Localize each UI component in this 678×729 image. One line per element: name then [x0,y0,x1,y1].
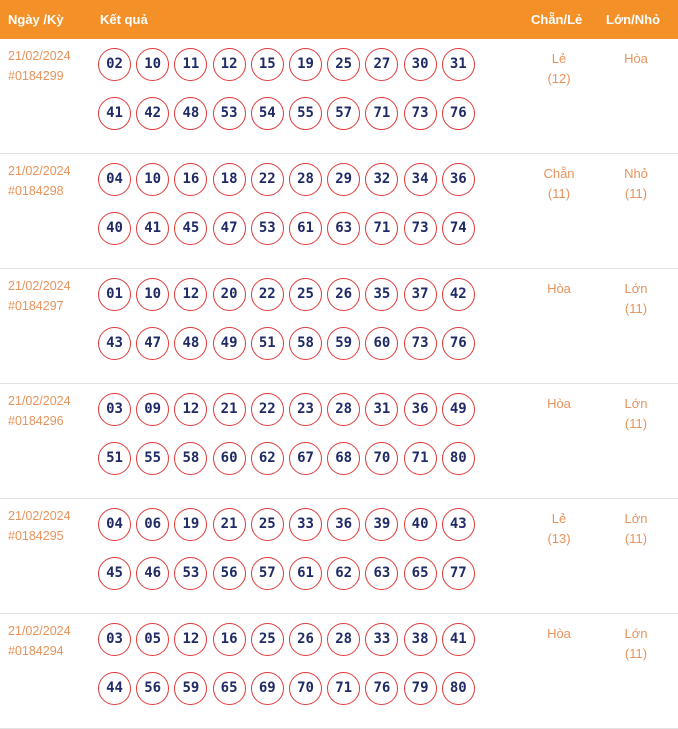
draw-ky-link[interactable]: #0184299 [8,69,64,83]
result-ball: 11 [174,48,207,81]
draw-row [0,384,678,499]
result-ball: 58 [174,442,207,475]
result-ball: 77 [442,557,475,590]
result-ball: 25 [327,48,360,81]
big-small-count: (11) [624,301,648,316]
result-ball: 36 [327,508,360,541]
result-ball: 25 [289,278,322,311]
even-odd-result: Chẵn [543,166,575,181]
result-ball: 36 [404,393,437,426]
result-ball: 03 [98,393,131,426]
result-ball: 41 [98,97,131,130]
result-ball: 30 [404,48,437,81]
result-ball: 19 [289,48,322,81]
result-ball: 18 [213,163,246,196]
result-ball: 01 [98,278,131,311]
result-ball: 12 [174,393,207,426]
result-ball: 73 [404,212,437,245]
result-ball: 43 [442,508,475,541]
result-ball: 71 [365,97,398,130]
draw-row [0,154,678,269]
result-ball: 70 [365,442,398,475]
result-ball: 44 [98,672,131,705]
result-ball: 61 [289,212,322,245]
result-ball: 27 [365,48,398,81]
result-ball: 15 [251,48,284,81]
result-ball: 34 [404,163,437,196]
result-ball: 49 [213,327,246,360]
result-ball: 10 [136,163,169,196]
even-odd-result: Lẻ [551,511,567,526]
big-small-cell [606,624,666,664]
big-small-count: (11) [624,646,648,661]
big-small-result: Hòa [624,51,648,66]
even-odd-cell [528,279,590,299]
result-ball: 21 [213,508,246,541]
result-ball: 02 [98,48,131,81]
result-ball: 41 [442,623,475,656]
draw-date: 21/02/2024 [8,509,71,523]
result-ball: 31 [365,393,398,426]
result-ball: 63 [365,557,398,590]
result-ball: 28 [327,623,360,656]
result-ball: 61 [289,557,322,590]
result-ball: 47 [213,212,246,245]
result-ball: 19 [174,508,207,541]
result-ball: 55 [289,97,322,130]
result-ball: 26 [289,623,322,656]
big-small-cell [606,394,666,434]
result-ball: 22 [251,393,284,426]
big-small-count: (11) [624,531,648,546]
result-ball: 54 [251,97,284,130]
result-ball: 48 [174,97,207,130]
result-ball: 53 [213,97,246,130]
draw-row [0,614,678,729]
even-odd-count: (12) [547,71,571,86]
draw-date: 21/02/2024 [8,49,71,63]
result-ball: 39 [365,508,398,541]
result-ball: 23 [289,393,322,426]
result-ball: 80 [442,442,475,475]
big-small-count: (11) [624,186,648,201]
result-ball: 56 [136,672,169,705]
draw-ky-link[interactable]: #0184294 [8,644,64,658]
even-odd-result: Hòa [547,281,571,296]
result-ball: 42 [136,97,169,130]
result-ball: 60 [213,442,246,475]
big-small-cell [606,509,666,549]
result-ball: 57 [251,557,284,590]
draw-ky-link[interactable]: #0184298 [8,184,64,198]
result-ball: 68 [327,442,360,475]
result-ball: 49 [442,393,475,426]
header-result: Kết quả [100,12,148,27]
result-ball: 06 [136,508,169,541]
big-small-count: (11) [624,416,648,431]
result-ball: 09 [136,393,169,426]
draw-date: 21/02/2024 [8,164,71,178]
result-ball: 73 [404,97,437,130]
header-even-odd: Chẵn/Lẻ [531,12,583,27]
result-ball: 16 [174,163,207,196]
big-small-result: Lớn [624,396,648,411]
result-ball: 71 [404,442,437,475]
result-ball: 51 [251,327,284,360]
result-ball: 25 [251,508,284,541]
result-ball: 12 [213,48,246,81]
result-ball: 47 [136,327,169,360]
result-ball: 53 [251,212,284,245]
big-small-result: Nhỏ [624,166,648,181]
result-ball: 79 [404,672,437,705]
even-odd-cell [528,164,590,204]
result-ball: 22 [251,163,284,196]
draw-row [0,269,678,384]
result-ball: 59 [327,327,360,360]
even-odd-cell [528,49,590,89]
result-ball: 29 [327,163,360,196]
result-ball: 48 [174,327,207,360]
result-ball: 71 [365,212,398,245]
result-ball: 69 [251,672,284,705]
draw-date: 21/02/2024 [8,624,71,638]
result-ball: 31 [442,48,475,81]
even-odd-count: (13) [547,531,571,546]
result-ball: 76 [365,672,398,705]
result-ball: 45 [174,212,207,245]
result-ball: 16 [213,623,246,656]
even-odd-result: Lẻ [551,51,567,66]
result-ball: 62 [251,442,284,475]
result-ball: 56 [213,557,246,590]
result-ball: 12 [174,278,207,311]
result-ball: 04 [98,163,131,196]
result-ball: 62 [327,557,360,590]
result-ball: 40 [404,508,437,541]
big-small-result: Lớn [624,626,648,641]
result-ball: 59 [174,672,207,705]
results-table-header [0,0,678,39]
big-small-cell [606,164,666,204]
draw-date: 21/02/2024 [8,394,71,408]
result-ball: 65 [213,672,246,705]
result-ball: 12 [174,623,207,656]
big-small-result: Lớn [624,511,648,526]
result-ball: 42 [442,278,475,311]
result-ball: 67 [289,442,322,475]
result-ball: 74 [442,212,475,245]
result-ball: 33 [289,508,322,541]
even-odd-result: Hòa [547,396,571,411]
result-ball: 28 [289,163,322,196]
result-ball: 10 [136,278,169,311]
result-ball: 57 [327,97,360,130]
even-odd-result: Hòa [547,626,571,641]
result-ball: 35 [365,278,398,311]
result-ball: 71 [327,672,360,705]
result-ball: 38 [404,623,437,656]
draw-ky-link[interactable]: #0184297 [8,299,64,313]
draw-ky-link[interactable]: #0184296 [8,414,64,428]
big-small-cell [606,279,666,319]
result-ball: 25 [251,623,284,656]
result-ball: 26 [327,278,360,311]
result-ball: 53 [174,557,207,590]
result-ball: 37 [404,278,437,311]
draw-ky-link[interactable]: #0184295 [8,529,64,543]
result-ball: 36 [442,163,475,196]
result-ball: 80 [442,672,475,705]
result-ball: 43 [98,327,131,360]
result-ball: 10 [136,48,169,81]
result-ball: 58 [289,327,322,360]
result-ball: 76 [442,97,475,130]
result-ball: 51 [98,442,131,475]
result-ball: 63 [327,212,360,245]
even-odd-count: (11) [547,186,571,201]
result-ball: 05 [136,623,169,656]
draw-row [0,39,678,154]
draw-row [0,499,678,614]
result-ball: 21 [213,393,246,426]
result-ball: 73 [404,327,437,360]
result-ball: 70 [289,672,322,705]
result-ball: 46 [136,557,169,590]
header-date-ky: Ngày /Kỳ [8,12,64,27]
draw-date: 21/02/2024 [8,279,71,293]
result-ball: 32 [365,163,398,196]
result-ball: 41 [136,212,169,245]
result-ball: 45 [98,557,131,590]
result-ball: 33 [365,623,398,656]
result-ball: 65 [404,557,437,590]
even-odd-cell [528,624,590,644]
big-small-cell [606,49,666,69]
result-ball: 76 [442,327,475,360]
even-odd-cell [528,394,590,414]
result-ball: 60 [365,327,398,360]
result-ball: 28 [327,393,360,426]
header-big-small: Lớn/Nhỏ [606,12,661,27]
big-small-result: Lớn [624,281,648,296]
result-ball: 03 [98,623,131,656]
result-ball: 20 [213,278,246,311]
even-odd-cell [528,509,590,549]
result-ball: 04 [98,508,131,541]
result-ball: 40 [98,212,131,245]
result-ball: 22 [251,278,284,311]
result-ball: 55 [136,442,169,475]
